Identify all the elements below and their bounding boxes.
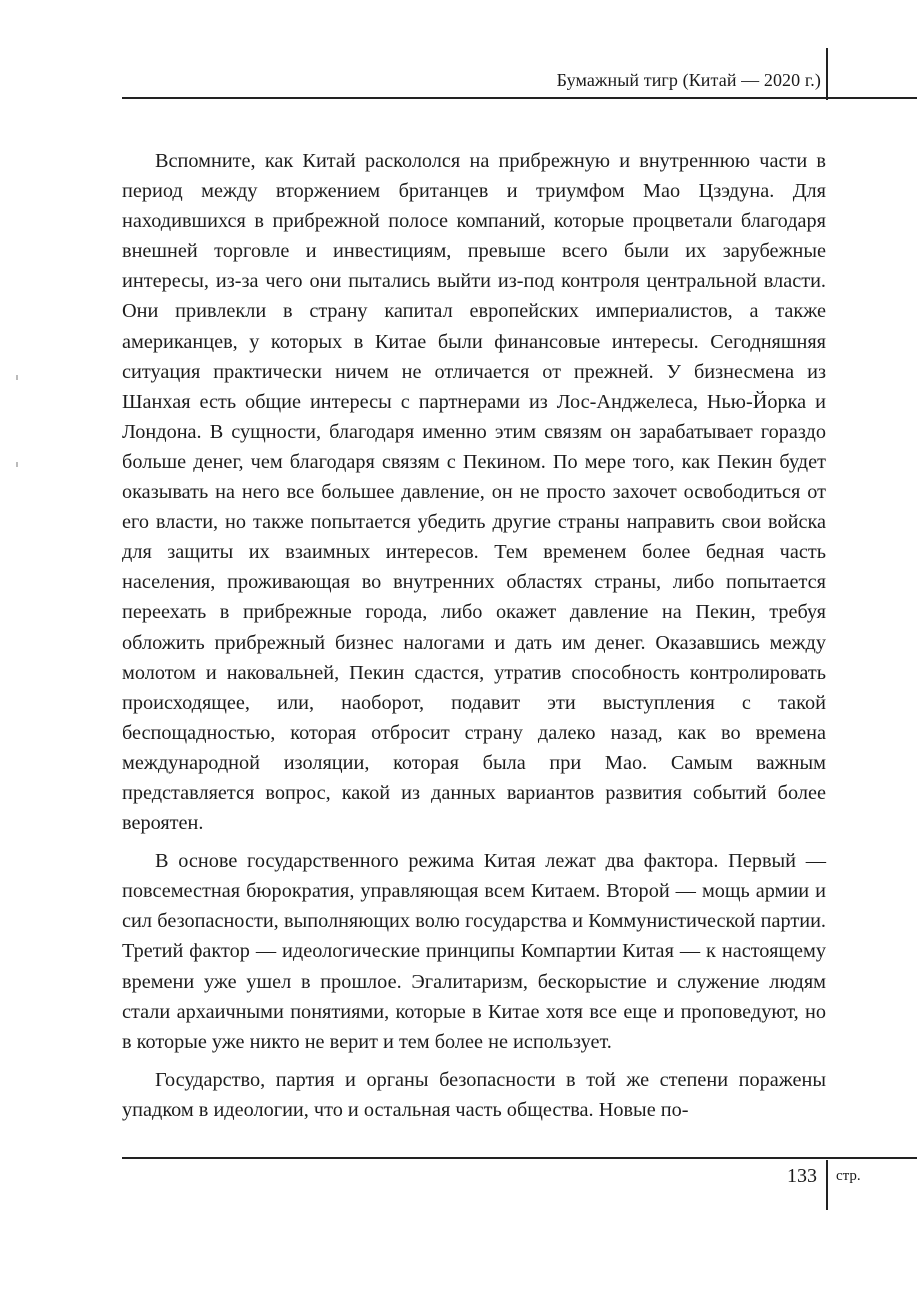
footer-rule [122,1157,917,1159]
running-title: Бумажный тигр (Китай — 2020 г.) [556,70,821,90]
margin-mark [16,462,18,467]
page-number: 133 [787,1165,817,1187]
margin-mark [16,375,18,380]
paragraph-3: Государство, партия и органы безопасности в той же степени поражены упадком в идеологии, что и остальная часть общества. Новые по- [122,1068,826,1121]
paragraph-2: В основе государственного режима Китая лежат два фактора. Первый — повсеместная бюрократия, управляющая всем Китаем. Второй — мощь армии и сил безопасности, выполняющих волю государства и Коммунистической партии. Третий фактор — идеологические принципы Компартии Китая — к настоящему времени уже ушел в прошлое. Эгалитаризм, бескорыстие и служение людям стали архаичными понятиями, которые в Китае хотя все еще и проповедуют, но в которые уже никто не верит и тем более не использует. [122,850,826,1053]
header-rule [122,97,917,99]
paragraph-1: Вспомните, как Китай раскололся на прибрежную и внутреннюю части в период между вторжением британцев и триумфом Мао Цзэдуна. Для находившихся в прибрежной полосе компаний, которые процветали благодаря внешней торговле и инвестициям, превыше всего были их зарубежные интересы, из-за чего они пытались выйти из-под контроля центральной власти. Они привлекли в страну капитал европейских империалистов, а также американцев, у которых в Китае были финансовые интересы. Сегодняшняя ситуация практически ничем не отличается от прежней. У бизнесмена из Шанхая есть общие интересы с партнерами из Лос-Анджелеса, Нью-Йорка и Лондона. В сущности, благодаря именно этим связям он зарабатывает гораздо больше денег, чем благодаря связям с Пекином. По мере того, как Пекин будет оказывать на него все большее давление, он не просто захочет освободиться от его власти, но также попытается убедить другие страны направить свои войска для защиты их взаимных интересов. Тем временем более бедная часть населения, проживающая во внутренних областях страны, либо попытается переехать в прибрежные города, либо окажет давление на Пекин, требуя обложить прибрежный бизнес налогами и дать им денег. Оказавшись между молотом и наковальней, Пекин сдастся, утратив способность контролировать происходящее, или, наоборот, подавит эти выступления с такой беспощадностью, которая отбросит страну далеко назад, как во времена международной изоляции, которая была при Мао. Самым важным представляется вопрос, какой из данных вариантов развития событий более вероятен. [122,150,826,835]
header-vertical-rule [826,48,828,100]
body-text [122,146,826,1125]
footer-vertical-rule [826,1160,828,1210]
page-label: стр. [836,1168,861,1184]
